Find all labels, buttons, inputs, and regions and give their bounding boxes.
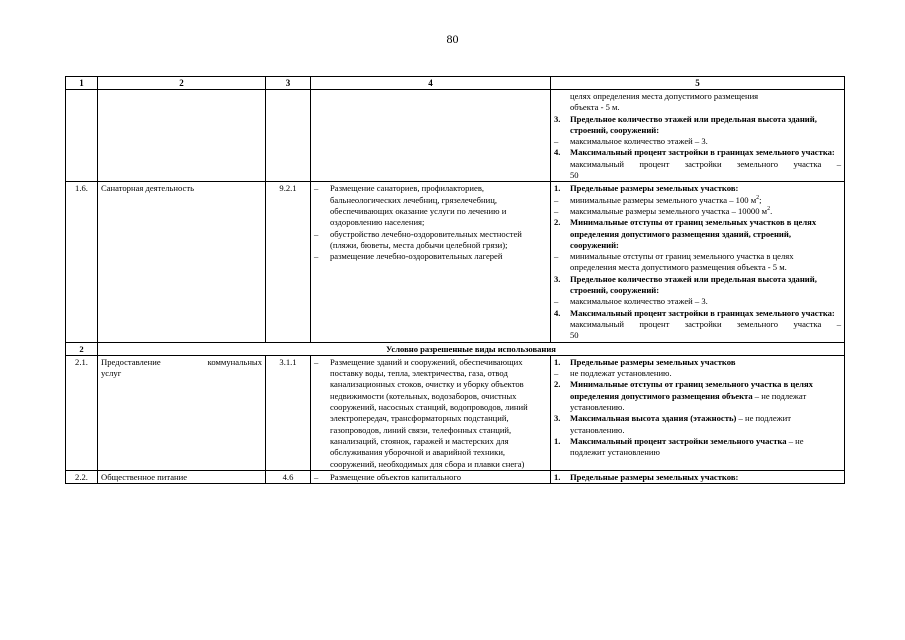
dash-marker: – <box>314 183 319 194</box>
numbered-item <box>554 308 841 319</box>
item-text-end: ; <box>759 194 762 205</box>
numbered-item <box>554 413 841 436</box>
item-text: максимальное количество этажей – 3. <box>570 296 708 307</box>
item-number: 2. <box>554 379 561 390</box>
header-cell-3: 3 <box>266 77 311 90</box>
item-heading: Предельные размеры земельных участков: <box>570 183 739 194</box>
use-code: 3.1.1 <box>266 355 311 470</box>
use-description <box>311 182 551 342</box>
item-heading: Минимальные отступы от границ земельных участков в целях определения допустимого размещения зданий, строений, сооружений: <box>570 217 817 250</box>
item-heading: Предельное количество этажей или предельная высота зданий, строений, сооружений: <box>570 113 817 135</box>
numbered-item <box>554 472 841 483</box>
item-number: 2. <box>554 217 561 228</box>
superscript: 2 <box>767 206 771 213</box>
item-heading-text: Максимальный процент застройки земельного участка <box>570 435 787 446</box>
item-number: 3. <box>554 113 561 124</box>
item-number: 4. <box>554 147 561 158</box>
item-heading: Предельное количество этажей или предельная высота зданий, строений, сооружений: <box>570 273 817 296</box>
use-name: Санаторная деятельность <box>98 182 266 342</box>
item-heading: Максимальный процент застройки в границах земельного участка: <box>570 147 835 158</box>
dash-item <box>554 195 841 206</box>
dash-marker: – <box>554 251 559 262</box>
dash-item <box>554 206 841 217</box>
item-text: минимальные отступы от границ земельного участка в целях определения места допустимого размещения объекта - 5 м. <box>570 251 794 273</box>
dash-marker: – <box>314 228 319 239</box>
dash-item <box>314 229 547 252</box>
header-cell-4: 4 <box>311 77 551 90</box>
item-text: размещение лечебно-оздоровительных лагерей <box>330 251 503 262</box>
numbered-item <box>554 436 841 459</box>
text-line: максимальный процент застройки земельного участка – <box>570 158 841 169</box>
item-text: Размещение зданий и сооружений, обеспечивающих поставку воды, тепла, электричества, газа, отвод канализационных стоков, очистку и уборку объектов недвижимости (котельных, водозаборов, очистных сооружений, насосных станций, водопроводов, линий электропередач, трансформаторных подстанций, газопроводов, линий связи, телефонных станций, канализаций, стоянок, гаражей и мастерских для обслуживания уборочной и аварийной техники, сооружений, необходимых для сбора и плавки снега) <box>330 356 528 469</box>
item-number: 3. <box>554 273 561 284</box>
land-use-table <box>65 76 845 484</box>
dash-marker: – <box>554 368 559 379</box>
dash-marker: – <box>554 205 559 216</box>
item-number: 4. <box>554 307 561 318</box>
item-text-main: минимальные размеры земельного участка – 100 м <box>570 194 757 205</box>
section-row-2 <box>66 342 845 355</box>
dash-item <box>554 368 841 379</box>
parameters-cell <box>551 355 845 470</box>
section-title: Условно разрешенные виды использования <box>98 342 845 355</box>
numbered-item <box>554 379 841 413</box>
header-cell-5: 5 <box>551 77 845 90</box>
item-text: Размещение санаториев, профилакториев, бальнеологических лечебниц, грязелечебниц, обеспечивающих оказание услуги по лечению и оздоровлению населения; <box>330 183 507 228</box>
section-number: 2 <box>66 342 98 355</box>
table-row-continuation <box>66 90 845 182</box>
item-text-end: . <box>770 205 773 216</box>
item-tail: – не подлежит установлению. <box>570 413 791 435</box>
text-line: 50 <box>570 170 579 181</box>
numbered-item <box>554 114 841 137</box>
item-tail: – не подлежит установлению <box>570 435 804 458</box>
dash-item <box>314 251 547 262</box>
item-heading: Максимальный процент застройки в границах земельного участка: <box>570 307 835 318</box>
dash-marker: – <box>554 136 559 147</box>
text-line: целях определения места допустимого размещения <box>570 91 759 101</box>
use-name-line: услуг <box>101 368 122 379</box>
parameters-cell <box>551 182 845 342</box>
numbered-item <box>554 357 841 368</box>
dash-marker: – <box>554 296 559 307</box>
item-number: 1. <box>554 435 561 446</box>
item-number: 3. <box>554 413 561 424</box>
use-description <box>311 355 551 470</box>
item-heading <box>570 379 841 413</box>
use-name <box>98 355 266 470</box>
parameters-cell <box>551 470 845 483</box>
dash-item <box>554 296 841 307</box>
text-line: 50 <box>570 330 579 341</box>
header-cell-2: 2 <box>98 77 266 90</box>
item-number: 1. <box>554 356 561 367</box>
use-code: 4.6 <box>266 470 311 483</box>
item-text: обустройство лечебно-оздоровительных местностей (пляжи, бюветы, места добычи целебной грязи); <box>330 228 522 250</box>
item-text <box>570 195 841 206</box>
dash-marker: – <box>314 251 319 262</box>
use-name-line: Предоставление коммунальных <box>101 356 262 367</box>
use-description <box>311 470 551 483</box>
use-name: Общественное питание <box>98 470 266 483</box>
item-heading: Предельные размеры земельных участков: <box>570 471 739 482</box>
item-number: 1. <box>554 471 561 482</box>
item-heading <box>570 413 841 436</box>
numbered-item <box>554 217 841 251</box>
dash-item <box>314 357 547 470</box>
item-heading-text: Максимальная высота здания (этажность) <box>570 413 737 424</box>
table-row-2-2 <box>66 470 845 483</box>
item-heading: Предельные размеры земельных участков <box>570 356 736 367</box>
item-text-main: максимальные размеры земельного участка – 10000 м <box>570 205 768 216</box>
use-code: 9.2.1 <box>266 182 311 342</box>
item-heading <box>570 436 841 459</box>
numbered-item <box>554 183 841 194</box>
table-row-1-6 <box>66 182 845 342</box>
item-tail: – не подлежат установлению. <box>570 390 807 413</box>
item-text <box>570 206 841 217</box>
numbered-item <box>554 274 841 297</box>
item-text: максимальное количество этажей – 3. <box>570 136 708 147</box>
dash-marker: – <box>554 194 559 205</box>
row-number: 1.6. <box>66 182 98 342</box>
dash-item <box>554 136 841 147</box>
dash-item <box>314 183 547 228</box>
header-cell-1: 1 <box>66 77 98 90</box>
item-text: Размещение объектов капитального <box>330 471 462 482</box>
text-line: объекта - 5 м. <box>570 102 620 113</box>
text-line: максимальный процент застройки земельного участка – <box>570 318 841 329</box>
table-row-2-1 <box>66 355 845 470</box>
numbered-item <box>554 147 841 158</box>
dash-marker: – <box>314 356 319 367</box>
dash-item <box>554 251 841 274</box>
table-header-row <box>66 77 845 90</box>
parameters-cell <box>551 90 845 182</box>
row-number: 2.1. <box>66 355 98 470</box>
page-number: 80 <box>446 32 459 46</box>
row-number: 2.2. <box>66 470 98 483</box>
dash-item <box>314 472 547 483</box>
item-heading-text: Минимальные отступы от границ земельного участка в целях определения допустимого размещения объекта <box>570 379 813 401</box>
item-number: 1. <box>554 183 561 194</box>
superscript: 2 <box>756 194 760 201</box>
item-text: не подлежат установлению. <box>570 368 672 379</box>
dash-marker: – <box>314 471 319 482</box>
